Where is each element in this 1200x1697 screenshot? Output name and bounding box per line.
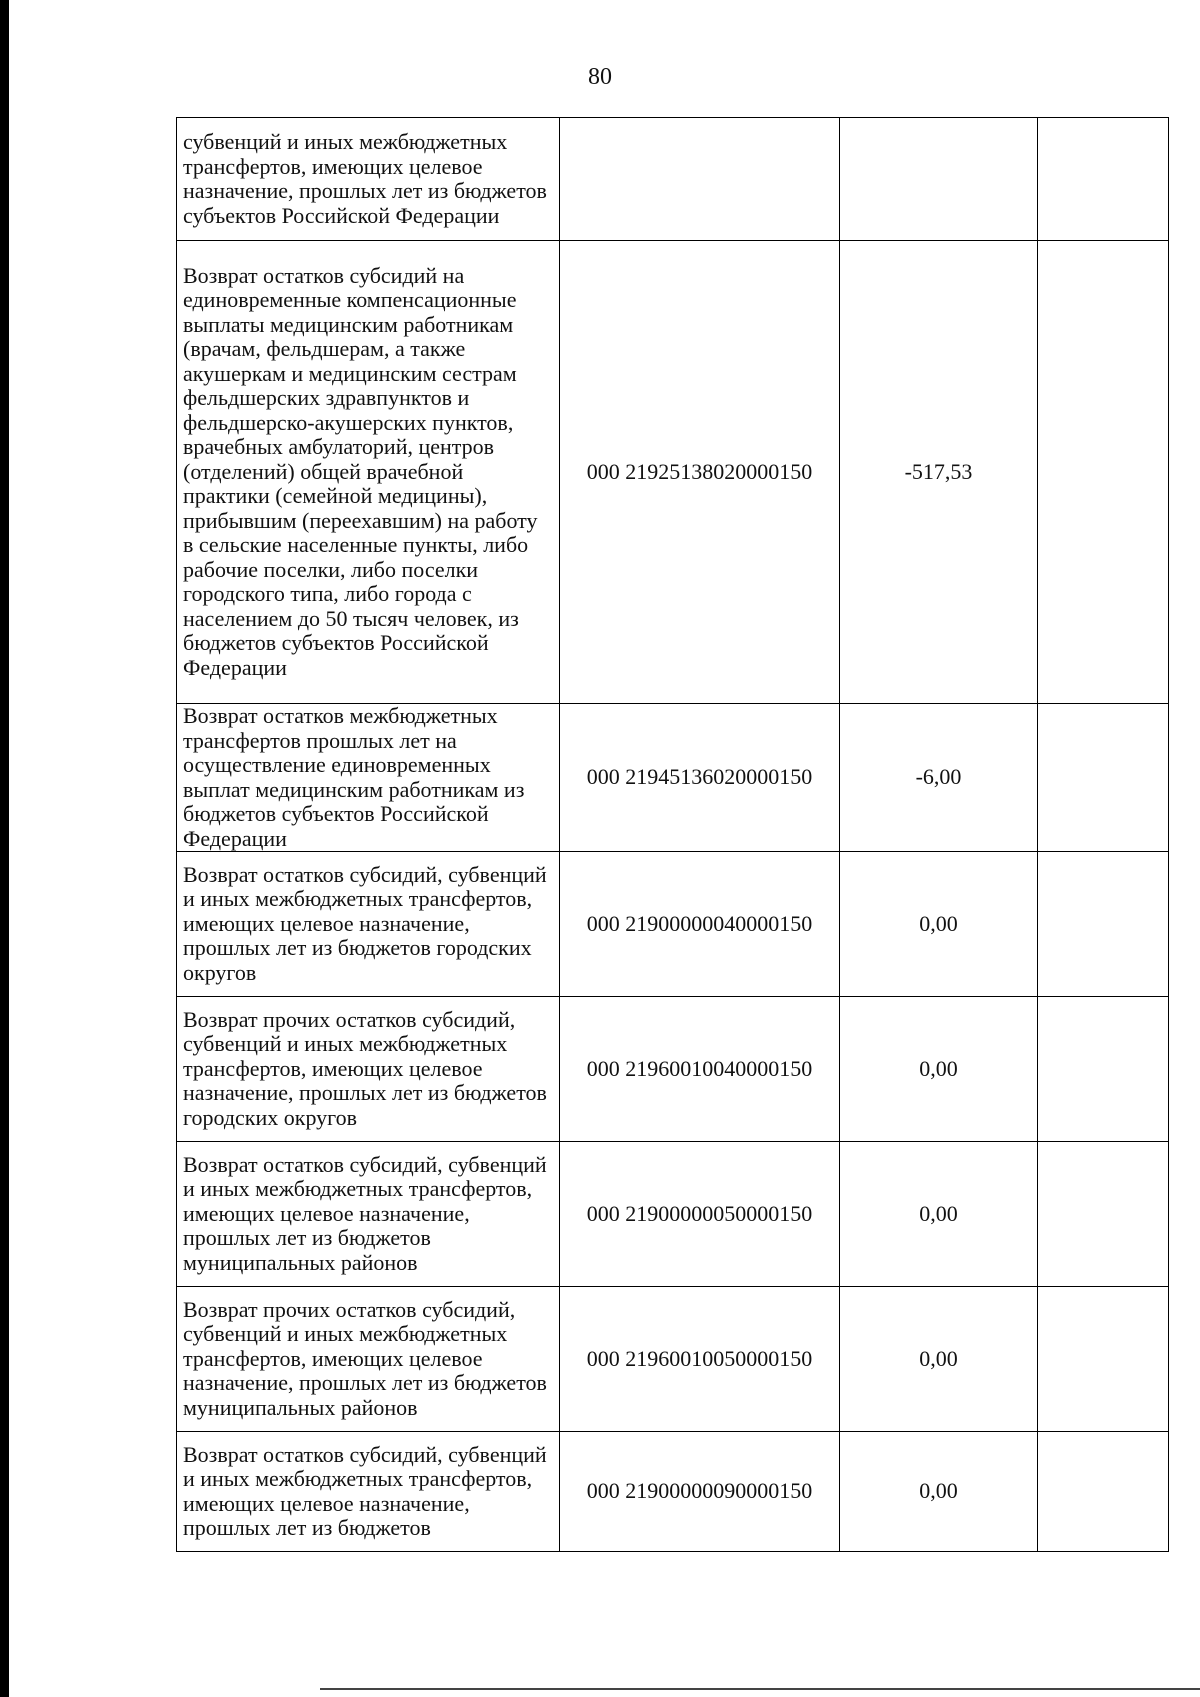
code-cell: 000 21900000040000150: [560, 852, 840, 997]
empty-cell: [1038, 1287, 1169, 1432]
code-cell: 000 21945136020000150: [560, 704, 840, 852]
table-row: [177, 1142, 1169, 1287]
empty-cell: [1038, 852, 1169, 997]
empty-cell: [1038, 118, 1169, 241]
description-cell: субвенций и иных межбюджетных трансфертов, имеющих целевое назначение, прошлых лет из бюджетов субъектов Российской Федерации: [177, 118, 560, 241]
code-cell: 000 21960010040000150: [560, 997, 840, 1142]
code-cell: 000 21925138020000150: [560, 241, 840, 704]
empty-cell: [1038, 997, 1169, 1142]
empty-cell: [1038, 704, 1169, 852]
amount-cell: 0,00: [840, 1432, 1038, 1552]
empty-cell: [1038, 241, 1169, 704]
code-cell: 000 21900000050000150: [560, 1142, 840, 1287]
table-row: [177, 704, 1169, 852]
table-row: [177, 852, 1169, 997]
budget-table: [176, 117, 1169, 1552]
table-row: [177, 997, 1169, 1142]
amount-cell: 0,00: [840, 1142, 1038, 1287]
code-cell: 000 21960010050000150: [560, 1287, 840, 1432]
amount-cell: -6,00: [840, 704, 1038, 852]
empty-cell: [1038, 1142, 1169, 1287]
description-cell: Возврат остатков субсидий, субвенций и иных межбюджетных трансфертов, имеющих целевое назначение, прошлых лет из бюджетов: [177, 1432, 560, 1552]
footer-rule: [320, 1688, 1200, 1690]
code-cell: [560, 118, 840, 241]
scan-edge: [0, 0, 9, 1697]
amount-cell: 0,00: [840, 997, 1038, 1142]
amount-cell: 0,00: [840, 1287, 1038, 1432]
code-cell: 000 21900000090000150: [560, 1432, 840, 1552]
table-row: [177, 1432, 1169, 1552]
description-cell: Возврат остатков межбюджетных трансфертов прошлых лет на осуществление единовременных выплат медицинским работникам из бюджетов субъектов Российской Федерации: [177, 704, 560, 852]
amount-cell: [840, 118, 1038, 241]
table-row: [177, 1287, 1169, 1432]
empty-cell: [1038, 1432, 1169, 1552]
description-cell: Возврат остатков субсидий, субвенций и иных межбюджетных трансфертов, имеющих целевое назначение, прошлых лет из бюджетов городских округов: [177, 852, 560, 997]
description-cell: Возврат остатков субсидий, субвенций и иных межбюджетных трансфертов, имеющих целевое назначение, прошлых лет из бюджетов муниципальных районов: [177, 1142, 560, 1287]
amount-cell: -517,53: [840, 241, 1038, 704]
table-row: [177, 241, 1169, 704]
amount-cell: 0,00: [840, 852, 1038, 997]
page-number: 80: [588, 64, 612, 90]
description-cell: Возврат остатков субсидий на единовременные компенсационные выплаты медицинским работникам (врачам, фельдшерам, а также акушеркам и медицинским сестрам фельдшерских здравпунктов и фельдшерско-акушерских пунктов, врачебных амбулаторий, центров (отделений) общей врачебной практики (семейной медицины), прибывшим (переехавшим) на работу в сельские населенные пункты, либо рабочие поселки, либо поселки городского типа, либо города с населением до 50 тысяч человек, из бюджетов субъектов Российской Федерации: [177, 241, 560, 704]
description-cell: Возврат прочих остатков субсидий, субвенций и иных межбюджетных трансфертов, имеющих целевое назначение, прошлых лет из бюджетов городских округов: [177, 997, 560, 1142]
description-cell: Возврат прочих остатков субсидий, субвенций и иных межбюджетных трансфертов, имеющих целевое назначение, прошлых лет из бюджетов муниципальных районов: [177, 1287, 560, 1432]
table-row: [177, 118, 1169, 241]
